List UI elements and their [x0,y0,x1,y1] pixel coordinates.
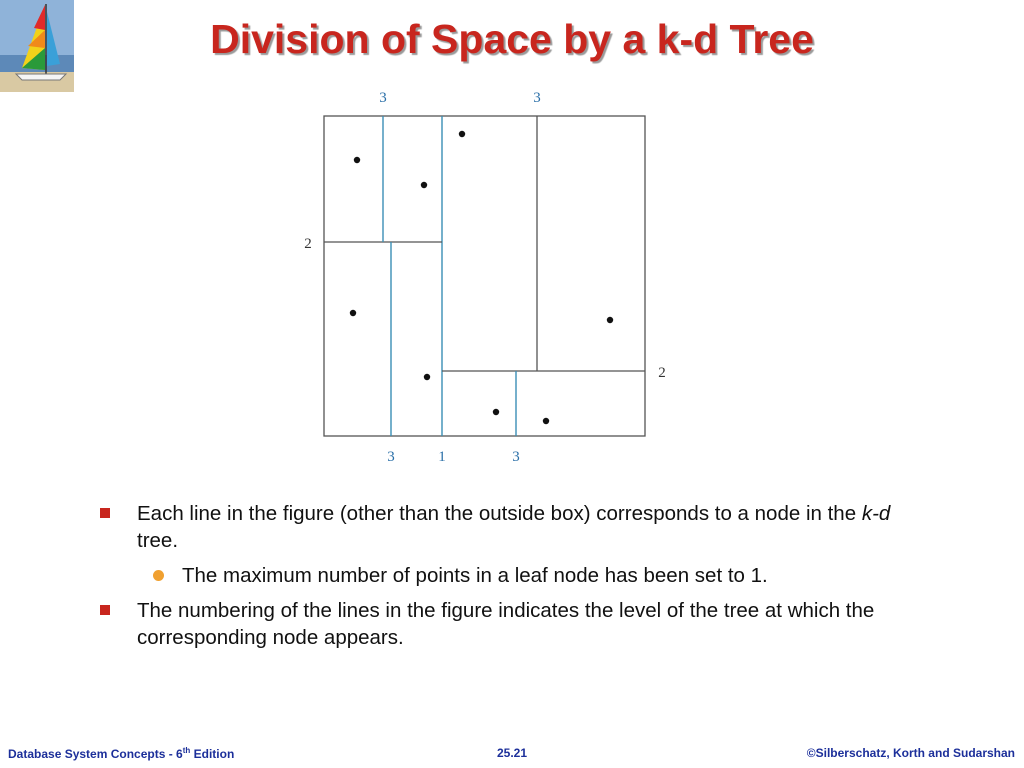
slide-footer [0,746,1024,762]
circle-bullet-icon [153,570,164,581]
data-point [350,310,356,316]
bullet-list [100,500,930,659]
label-top-left: 3 [379,90,387,106]
label-bottom-center: 1 [438,449,446,465]
data-point [459,131,465,137]
label-top-right: 3 [533,90,541,106]
square-bullet-icon [100,508,110,518]
footer-sup: th [182,746,191,755]
data-point [493,409,499,415]
data-point [354,157,360,163]
label-right-mid: 2 [658,365,666,381]
square-bullet-icon [100,605,110,615]
kd-tree-figure [295,80,685,470]
label-left-mid: 2 [304,236,312,252]
footer-page-number: 25.21 [496,746,528,760]
kd-tree-diagram [295,80,685,470]
sub-bullet-text: The maximum number of points in a leaf node has been set to 1. [182,564,768,587]
bullet-text-emphasis: k-d [861,502,891,525]
sub-bullet-item [100,562,930,589]
bullet-text-end: tree. [137,529,179,552]
bullet-item [100,597,930,651]
bullet-text: Each line in the figure (other than the outside box) corresponds to a node in the [137,502,862,525]
outer-box [324,116,645,436]
footer-edition: Edition [190,747,235,761]
slide-title: Division of Space by a k-d Tree [210,16,814,62]
footer-book: Database System Concepts - 6 [8,747,183,761]
label-bottom-right: 3 [512,449,520,465]
label-bottom-left: 3 [387,449,395,465]
bullet-item [100,500,930,554]
footer-copyright: ©Silberschatz, Korth and Sudarshan [806,746,1015,760]
data-point [421,182,427,188]
bullet-text: The numbering of the lines in the figure indicates the level of the tree at which the corresponding node appears. [137,599,875,649]
data-point [543,418,549,424]
data-point [607,317,613,323]
data-point [424,374,430,380]
